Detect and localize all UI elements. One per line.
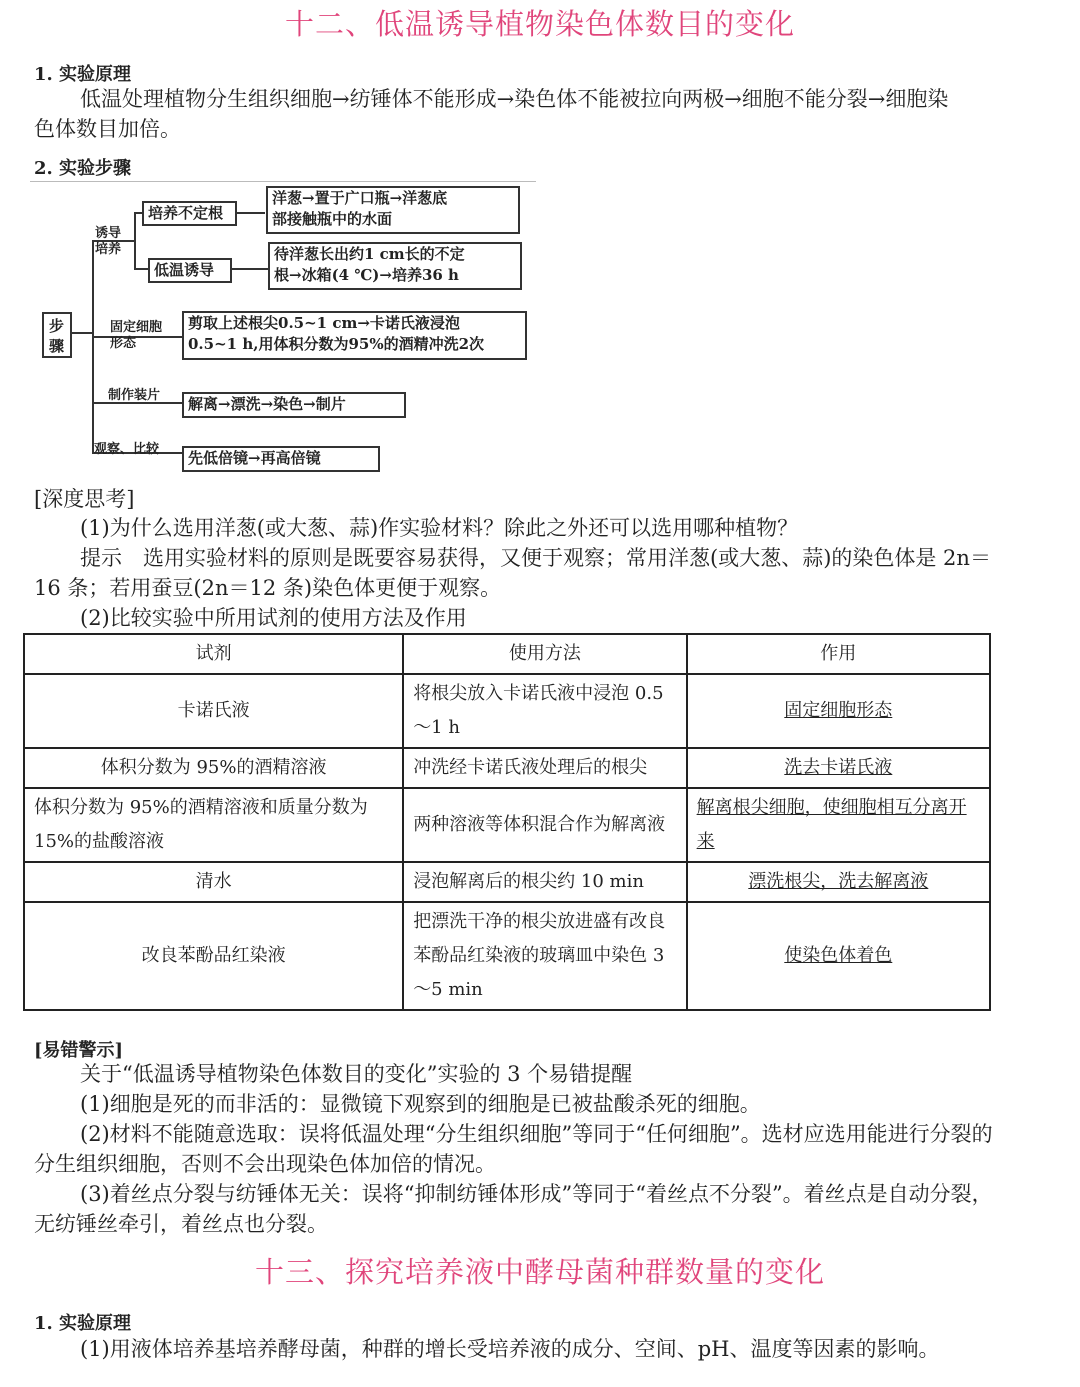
warning-point-2-line-2: 分生组织细胞，否则不会出现染色体加倍的情况。	[34, 1152, 496, 1176]
effect-text: 使染色体着色	[784, 945, 893, 966]
observe-box: 先低倍镜→再高倍镜	[182, 446, 380, 472]
fix-shape-box	[182, 311, 527, 360]
low-temp-label: 低温诱导	[148, 258, 232, 283]
make-slide-label: 制作装片	[108, 388, 161, 403]
warning-intro: 关于“低温诱导植物染色体数目的变化”实验的 3 个易错提醒	[80, 1062, 633, 1086]
principle-heading-13: 1. 实验原理	[34, 1313, 132, 1334]
cell-effect	[687, 748, 990, 788]
cell-effect	[687, 902, 990, 1010]
observe-label: 观察、比较	[94, 442, 160, 457]
make-slide-box: 解离→漂洗→染色→制片	[182, 392, 406, 418]
reagent-table	[23, 633, 991, 1011]
steps-heading: 2. 实验步骤	[34, 158, 132, 179]
low-temp-box	[268, 242, 522, 290]
cell-method: 浸泡解离后的根尖约 10 min	[403, 862, 686, 902]
cell-method: 将根尖放入卡诺氏液中浸泡 0.5～1 h	[403, 674, 686, 748]
effect-text: 漂洗根尖，洗去解离液	[748, 871, 929, 892]
cell-effect	[687, 788, 990, 862]
header-reagent: 试剂	[24, 634, 403, 674]
table-row	[24, 902, 990, 1010]
cell-reagent: 卡诺氏液	[24, 674, 403, 748]
table-row	[24, 862, 990, 902]
thinking-heading: [深度思考]	[34, 487, 135, 511]
thinking-question-2: (2)比较实验中所用试剂的使用方法及作用	[80, 606, 467, 630]
effect-text: 解离根尖细胞，使细胞相互分离开来	[696, 797, 967, 852]
effect-text: 固定细胞形态	[784, 700, 893, 721]
principle-line-2: 色体数目加倍。	[34, 117, 181, 141]
fix-shape-label: 固定细胞形态	[110, 320, 163, 351]
fix-shape-line-2: 0.5~1 h,用体积分数为95%的酒精冲洗2次	[188, 335, 485, 353]
thinking-question-1: (1)为什么选用洋葱(或大葱、蒜)作实验材料？除此之外还可以选用哪种植物？	[80, 516, 799, 540]
principle-13-line-1: (1)用液体培养基培养酵母菌，种群的增长受培养液的成分、空间、pH、温度等因素的影响。	[80, 1337, 940, 1361]
culture-root-line-2: 部接触瓶中的水面	[272, 210, 393, 228]
cell-reagent: 改良苯酚品红染液	[24, 902, 403, 1010]
warning-point-3-line-1: (3)着丝点分裂与纺锤体无关：误将“抑制纺锤体形成”等同于“着丝点不分裂”。着丝点是自动分裂，	[80, 1182, 993, 1206]
thinking-answer-line-2: 16 条；若用蚕豆(2n＝12 条)染色体更便于观察。	[34, 576, 502, 600]
cell-effect	[687, 862, 990, 902]
induce-culture-label: 诱导培养	[95, 226, 122, 257]
principle-heading: 1. 实验原理	[34, 64, 132, 85]
cell-reagent: 清水	[24, 862, 403, 902]
header-method: 使用方法	[403, 634, 686, 674]
table-row	[24, 748, 990, 788]
table-row	[24, 788, 990, 862]
effect-text: 洗去卡诺氏液	[784, 757, 893, 778]
cell-reagent: 体积分数为 95%的酒精溶液和质量分数为 15%的盐酸溶液	[24, 788, 403, 862]
cell-reagent: 体积分数为 95%的酒精溶液	[24, 748, 403, 788]
fix-shape-line-1: 剪取上述根尖0.5~1 cm→卡诺氏液浸泡	[188, 314, 460, 332]
low-temp-line-2: 根→冰箱(4 ℃)→培养36 h	[274, 266, 459, 284]
steps-root-box: 步骤	[42, 312, 72, 358]
low-temp-line-1: 待洋葱长出约1 cm长的不定	[274, 245, 465, 263]
section-title-12: 十二、低温诱导植物染色体数目的变化	[284, 7, 795, 41]
cell-method: 两种溶液等体积混合作为解离液	[403, 788, 686, 862]
culture-root-box	[266, 186, 520, 234]
principle-line-1: 低温处理植物分生组织细胞→纺锤体不能形成→染色体不能被拉向两极→细胞不能分裂→细胞染	[80, 87, 949, 111]
header-effect: 作用	[687, 634, 990, 674]
culture-root-label: 培养不定根	[142, 201, 237, 226]
table-row	[24, 674, 990, 748]
cell-method: 冲洗经卡诺氏液处理后的根尖	[403, 748, 686, 788]
warning-point-1: (1)细胞是死的而非活的：显微镜下观察到的细胞是已被盐酸杀死的细胞。	[80, 1092, 761, 1116]
steps-diagram	[30, 180, 540, 480]
thinking-answer-line-1: 提示 选用实验材料的原则是既要容易获得，又便于观察；常用洋葱(或大葱、蒜)的染色体是 2n＝	[80, 546, 991, 570]
cell-effect	[687, 674, 990, 748]
table-header-row	[24, 634, 990, 674]
cell-method: 把漂洗干净的根尖放进盛有改良苯酚品红染液的玻璃皿中染色 3～5 min	[403, 902, 686, 1010]
section-title-13: 十三、探究培养液中酵母菌种群数量的变化	[254, 1255, 825, 1289]
warning-point-2-line-1: (2)材料不能随意选取：误将低温处理“分生组织细胞”等同于“任何细胞”。选材应选用能进行分裂的	[80, 1122, 993, 1146]
culture-root-line-1: 洋葱→置于广口瓶→洋葱底	[272, 189, 448, 207]
warning-heading: [易错警示]	[34, 1040, 124, 1061]
warning-point-3-line-2: 无纺锤丝牵引，着丝点也分裂。	[34, 1212, 328, 1236]
